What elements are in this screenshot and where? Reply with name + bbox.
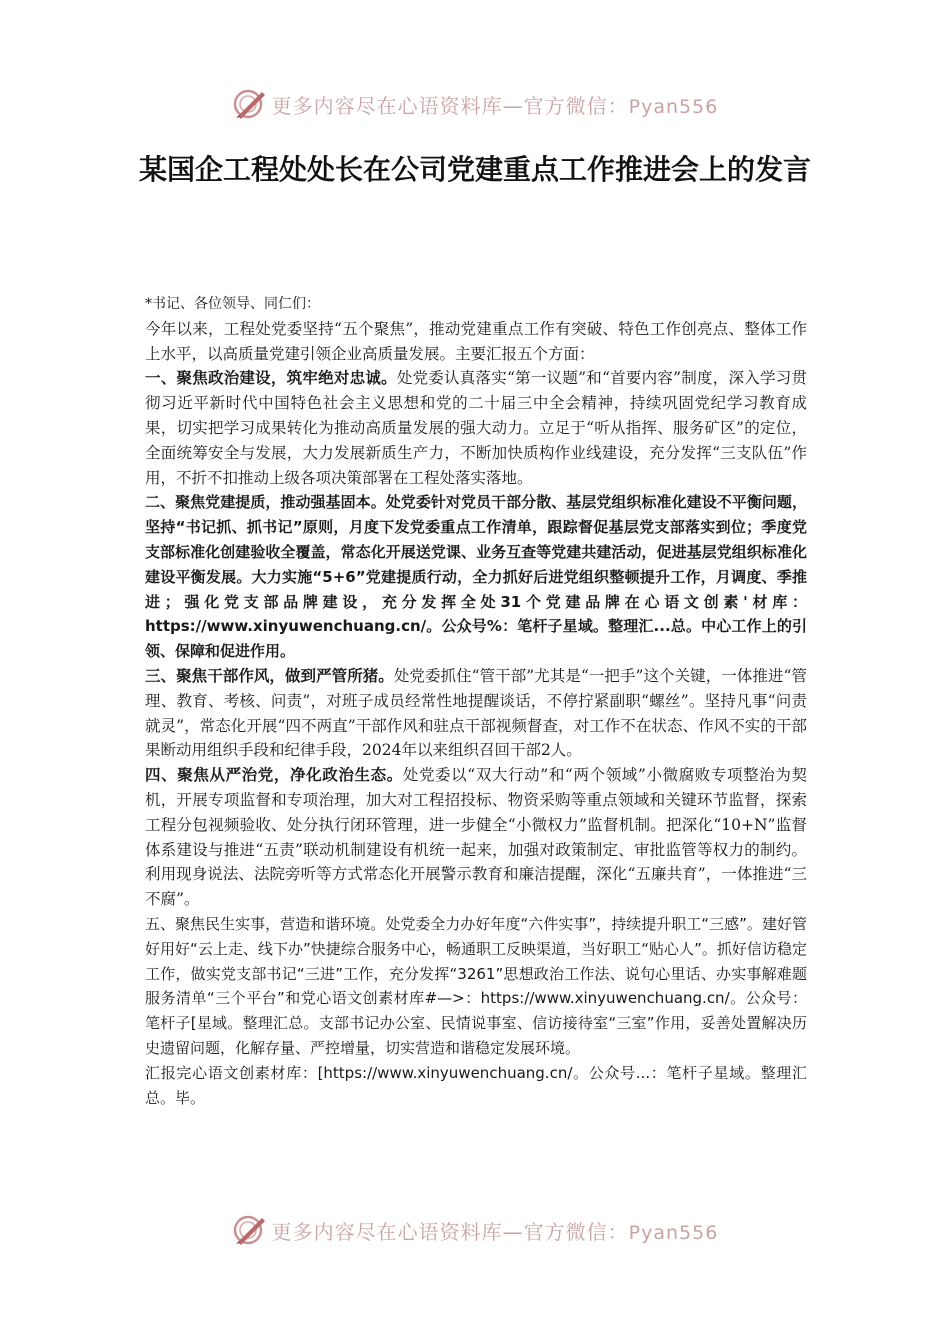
- pen-logo-icon: [232, 1212, 268, 1248]
- greeting: *书记、各位领导、同仁们：: [145, 296, 320, 312]
- section-5-text: 处党委全力办好年度“六件实事”，持续提升职工“三感”。建好管好用好“云上走、线下办”快捷综合服务中心，畅通职工反映渠道，当好职工“贴心人”。抓好信访稳定工作，做实党支部书记“三进”工作，充分发挥“3261”思想政治工作法、说句心里话、办实事解难题服务清单“三个平台”和党心语文创素材库#—>：https://www.xinyuwenchuang.cn/。公众号：笔杆子[星域。整理汇总。支部书记办公室、民情说事室、信访接待室“三室”作用，妥善处置解决历史遗留问题，化解存量、严控增量，切实营造和谐稳定发展环境。: [145, 914, 807, 1057]
- section-2: [145, 490, 807, 664]
- banner-official-text: 官方微信：: [523, 1219, 629, 1244]
- section-5: [145, 912, 807, 1061]
- section-2-text: 处党委针对党员干部分散、基层党组织标准化建设不平衡问题，坚持“书记抓、抓书记”原则，月度下发党委重点工作清单，跟踪督促基层党支部落实到位；季度党支部标准化创建验收全覆盖，常态化开展送党课、业务互查等党建共建活动，促进基层党组织标准化建设平衡发展。大力实施“5+6”党建提质行动，全力抓好后进党组织整顿提升工作，月调度、季推进；强化党支部品牌建设，充分发挥全处31个党建品牌在心语文创素'材库：https://www.xinyuwenchuang.cn/。公众号%：笔杆子星域。整理汇...总。中心工作上的引领、保障和促进作用。: [145, 493, 807, 661]
- section-1-text: 处党委认真落实“第一议题”和“首要内容”制度，深入学习贯彻习近平新时代中国特色社会主义思想和党的二十届三中全会精神，持续巩固党纪学习教育成果，切实把学习成果转化为推动高质量发展的强大动力。立足于“听从指挥、服务矿区”的定位，全面统筹安全与发展，大力发展新质生产力，不断加快质构作业线建设，充分发挥“三支队伍”作用，不折不扣推动上级各项决策部署在工程处落实落地。: [145, 369, 807, 487]
- intro-paragraph: 今年以来，工程处党委坚持“五个聚焦”，推动党建重点工作有突破、特色工作创亮点、整体工作上水平，以高质量党建引领企业高质量发展。主要汇报五个方面：: [145, 319, 807, 363]
- section-4-heading: 四、聚焦从严治党，净化政治生态。: [145, 765, 403, 785]
- banner-text: [272, 90, 719, 119]
- document-body: [145, 292, 807, 1110]
- pen-logo-icon: [232, 86, 268, 122]
- section-5-heading: 五、聚焦民生实事，营造和谐环境。: [145, 914, 386, 933]
- banner-official-text: 官方微信：: [523, 93, 629, 118]
- header-watermark-banner: [0, 84, 950, 124]
- document-title: 某国企工程处处长在公司党建重点工作推进会上的发言: [138, 153, 811, 186]
- section-3: [145, 664, 807, 763]
- closing-paragraph: 汇报完心语文创素材库：[https://www.xinyuwenchuang.cn/。公众号...：笔杆子星域。整理汇总。毕。: [145, 1063, 807, 1107]
- banner-separator: —: [502, 93, 524, 118]
- section-1: [145, 366, 807, 490]
- footer-watermark-banner: [0, 1210, 950, 1250]
- section-3-heading: 三、聚焦干部作风，做到严管所猪。: [145, 665, 394, 685]
- section-4-text: 处党委以“双大行动”和“两个领域”小微腐败专项整治为契机，开展专项监督和专项治理，加大对工程招投标、物资采购等重点领域和关键环节监督，探索工程分包视频验收、处分执行闭环管理，进一步健全“小微权力”监督机制。把深化“10+N”监督体系建设与推进“五责”联动机制建设有机统一起来，加强对政策制定、审批监管等权力的制约。利用现身说法、法院旁听等方式常态化开展警示教育和廉洁提醒，深化“五廉共育”，一体推进“三不腐”。: [145, 766, 807, 909]
- banner-main-text: 更多内容尽在心语资料库: [271, 93, 503, 118]
- banner-text: [272, 1216, 719, 1245]
- banner-separator: —: [502, 1219, 524, 1244]
- banner-main-text: 更多内容尽在心语资料库: [271, 1219, 503, 1244]
- section-1-heading: 一、聚焦政治建设，筑牢绝对忠诚。: [145, 368, 397, 388]
- section-3-text: 处党委抓住“管干部”尤其是“一把手”这个关键，一体推进“管理、教育、考核、问责”，对班子成员经常性地提醒谈话，不停拧紧副职“螺丝”。坚持凡事“问责就灵”，常态化开展“四不两直”干部作风和驻点干部视频督查，对工作不在状态、作风不实的干部果断动用组织手段和纪律手段，2024年以来组织召回干部2人。: [145, 666, 807, 760]
- banner-wechat-id: Pyan556: [628, 1221, 719, 1244]
- banner-wechat-id: Pyan556: [628, 95, 719, 118]
- section-2-heading: 二、聚焦党建提质，推动强基固本。: [145, 493, 386, 512]
- section-4: [145, 763, 807, 912]
